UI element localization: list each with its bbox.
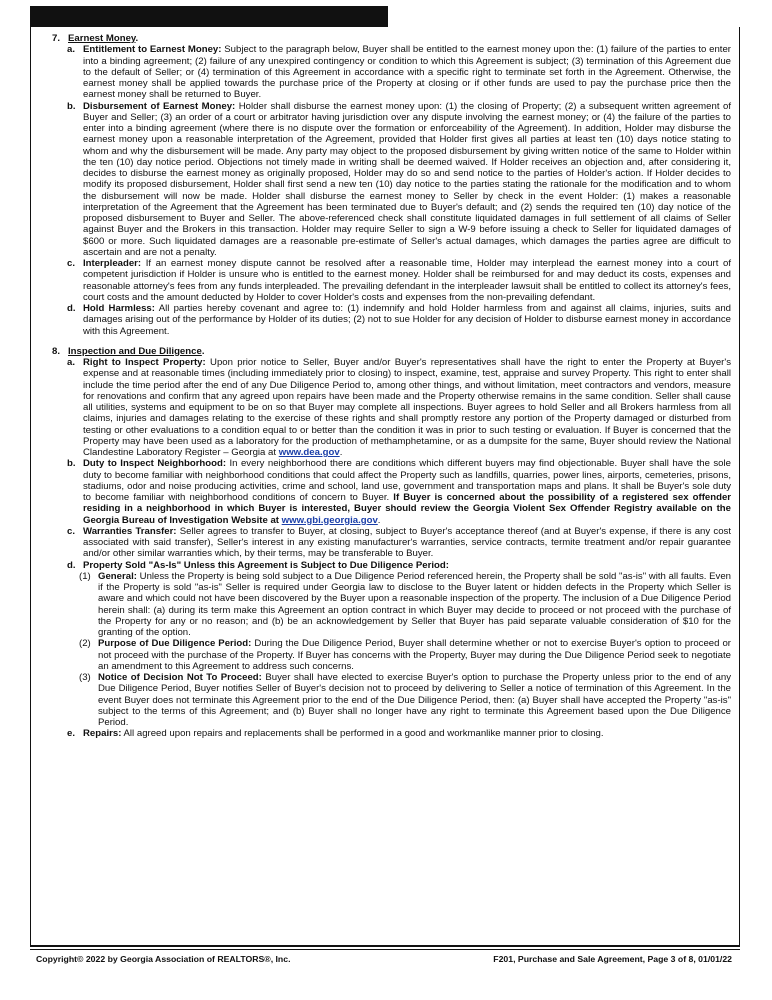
footer-copyright: Copyright© 2022 by Georgia Association of REALTORS®, Inc. <box>36 954 291 964</box>
clause-text: Seller agrees to transfer to Buyer, at closing, subject to Buyer's acceptance thereof (and at Buyer's expense, if there is any cost associated with said transfer), Seller's interest in any existing manufacturer's warranties, service contracts, termite treatment and/or repair guarantee and/or other similar warranties which, by their terms, may be transferable to Buyer. <box>83 525 732 560</box>
subclause-notice: (3) Notice of Decision Not To Proceed: Buyer shall have elected to exercise Buyer's option to purchase the Property unless prior to the end of any Due Diligence Period, Buyer notifies Seller of Buyer's decision not to proceed by delivering to Seller a notice of termination of this Agreement. In the event Buyer does not terminate this Agreement prior to the end of the Due Diligence Period, then: (a) Buyer shall have accepted the Property "as-is" subject to the terms of this Agreement; and (b) Buyer shall no longer have any right to terminate this Agreement based upon the Due Diligence Period. <box>79 672 731 728</box>
clause-neighborhood: b. Duty to Inspect Neighborhood: In every neighborhood there are conditions which different buyers may find objectionable. Buyer shall have the sole duty to become familiar with neighborhood conditions that could affect the Property such as landfills, quarries, power lines, airports, cemeteries, prisons, stadiums, odor and noise producing activities, crime and school, land use, government and transportation maps and plans. It shall be Buyer's sole duty to become familiar with neighborhood conditions of concern to Buyer. If Buyer is concerned about the possibility of a registered sex offender residing in a neighborhood in which Buyer is interested, Buyer should review the Georgia Violent Sex Offender Registry available on the Georgia Bureau of Investigation Website at www.gbi.georgia.gov. <box>67 458 732 526</box>
clause-text: Holder shall disburse the earnest money upon: (1) the closing of Property; (2) a subsequent written agreement of Buyer and Seller; (3) an order of a court or arbitrator having jurisdiction over any dispute involving the earnest money; or (4) the failure of the parties to enter into a binding agreement (where there is no dispute over the formation or enforceability of the Agreement). In addition, Holder may disburse the earnest money upon a reasonable interpretation of the Agreement, provided that Holder first gives all parties at least ten (10) days notice stating to whom and why the disbursement will be made. Any party may object to the proposed disbursement by giving written notice of the same to Holder within the ten (10) day notice period. Objections not timely made in writing shall be deemed waived. If Holder receives an objection and, after considering it, decides to disburse the earnest money as originally proposed, Holder may do so and send notice to the parties of Holder's action. If Holder decides to modify its proposed disbursement, Holder shall first send a new ten (10) day notice to the parties stating the rationale for the modification and to whom the disbursement will now be made. Holder shall disburse the earnest money to Seller by check in the event Holder: (1) makes a reasonable interpretation of the Agreement that the Agreement has been terminated due to Buyer's default; and (2) sends the required ten (10) day notice of the proposed disbursement to Buyer and Seller. The above-referenced check shall constitute liquidated damages in full settlement of all claims of Seller against Buyer and the Brokers in this transaction. Holder may require Seller to sign a W-9 before issuing a check to Seller for liquidated damages of $600 or more. Such liquidated damages are a reasonable pre-estimate of Seller's actual damages, which damages the parties agree are difficult to ascertain and are not a penalty. <box>83 100 731 258</box>
footer-rule <box>30 945 740 947</box>
clause-text: Subject to the paragraph below, Buyer shall be entitled to the earnest money upon the: (1) failure of the parties to enter into a binding agreement; (2) failure of any unexpired contingency or condition to which this Agreement is subject; (3) termination of this Agreement due to the default of Seller; or (4) termination of this Agreement in accordance with a specific right to terminate set forth in the Agreement. Otherwise, the earnest money shall be applied towards the purchase price of the Property at closing or if other funds are used to pay the purchase price then the earnest money shall be returned to Buyer. <box>83 44 731 101</box>
clause-heading: Repairs: <box>83 728 122 740</box>
section-title: 7. Earnest Money. <box>52 33 139 44</box>
clause-heading: Duty to Inspect Neighborhood: <box>83 458 227 470</box>
clause-text: All agreed upon repairs and replacements shall be performed in a good and workmanlike manner prior to closing. <box>123 728 604 740</box>
footer-rule-thin <box>30 949 740 950</box>
section-earnest-money <box>34 33 731 337</box>
clause-warranties: c. Warranties Transfer: Seller agrees to transfer to Buyer, at closing, subject to Buyer's acceptance thereof (and at Buyer's expense, if there is any cost associated with said transfer), Seller's interest in any existing manufacturer's warranties, service contracts, termite treatment and/or repair guarantee and/or other similar warranties which, by their terms, may be transferable to Buyer. <box>67 525 732 560</box>
clause-heading: Right to Inspect Property: <box>83 357 206 368</box>
clause-heading: Interpleader: <box>83 258 142 269</box>
clause-text: All parties hereby covenant and agree to: (1) indemnify and hold Holder harmless from and against all claims, injuries, suits and damages arising out of the performance by Holder of its duties; (2) not to sue Holder for any decision of Holder to disburse earnest money in accordance with this Agreement. <box>83 303 732 337</box>
redacted-header-bar <box>30 6 388 27</box>
clause-right-to-inspect: a. Right to Inspect Property: Upon prior notice to Seller, Buyer and/or Buyer's representatives shall have the right to enter the Property at Buyer's expense and at reasonable times (including immediately prior to closing) to inspect, examine, test, appraise and survey Property. This right to enter shall include the time period after the end of any Due Diligence Period to, among other things, and without limitation, meet contractors and vendors, measure for renovations and confirm that any agreed upon repairs have been made and the Property otherwise remains in the same condition. Seller shall cause all utilities, systems and equipment to be on so that Buyer may complete all inspections. Buyer agrees to hold Seller and all Brokers harmless from all claims, injuries and damages relating to the exercise of these rights and shall promptly restore any portion of the Property damaged or disturbed from testing or other evaluations to a condition equal to or better than the condition it was in prior to such testing or evaluation. If Buyer is concerned that the Property may have been used as a laboratory for the production of methamphetamine, or as a dumpsite for the same, Buyer should review the National Clandestine Laboratory Register – Georgia at www.dea.gov. <box>67 357 732 458</box>
gbi-link[interactable]: www.gbi.georgia.gov <box>281 514 378 526</box>
footer-form-id: F201, Purchase and Sale Agreement, Page 3 of 8, 01/01/22 <box>493 954 732 964</box>
clause-text: Upon prior notice to Seller, Buyer and/or Buyer's representatives shall have the right to enter the Property at Buyer's expense and at reasonable times (including immediately prior to closing) to inspect, examine, test, appraise and survey Property. This right to enter shall include the time period after the end of any Due Diligence Period to, among other things, and without limitation, meet contractors and vendors, measure for renovations and confirm that any agreed upon repairs have been made and the Property otherwise remains in the same condition. Seller shall cause all utilities, systems and equipment to be on so that Buyer may complete all inspections. Buyer agrees to hold Seller and all Brokers harmless from all claims, injuries and damages relating to the exercise of these rights and shall promptly restore any portion of the Property damaged or disturbed from testing or other evaluations to a condition equal to or better than the condition it was in prior to such testing or evaluation. If Buyer is concerned that the Property may have been used as a laboratory for the production of methamphetamine, or as a dumpsite for the same, Buyer should review the National Clandestine Laboratory Register – Georgia at <box>83 357 732 458</box>
clause-as-is: d. Property Sold "As-Is" Unless this Agreement is Subject to Due Diligence Period: <box>67 559 449 571</box>
clause-interpleader: c. Interpleader: If an earnest money dispute cannot be resolved after a reasonable time, Holder may interplead the earnest money into a court of competent jurisdiction if Holder is unsure who is entitled to the earnest money. Holder shall be reimbursed for and may deduct its costs, expenses and reasonable attorney's fees from any funds interpleaded. The prevailing defendant in the interpleader lawsuit shall be entitled to collect its attorney's fees, court costs and the amount deducted by Holder to cover Holder's costs and expenses from the non-prevailing defendant. <box>67 258 731 303</box>
clause-bold-text: If Buyer is concerned about the possibility of a registered sex offender residing in a neighborhood in which Buyer is interested, Buyer should review the Georgia Violent Sex Offender Registry available on the Georgia Bureau of Investigation Website at <box>83 492 732 526</box>
subclause-purpose: (2) Purpose of Due Diligence Period: During the Due Diligence Period, Buyer shall determine whether or not to exercise Buyer's option to proceed or not proceed with the purchase of the Property. If Buyer has concerns with the Property, Buyer may during the Due Diligence Period seek to negotiate an amendment to this Agreement to address such concerns. <box>79 638 732 672</box>
clause-text: If an earnest money dispute cannot be resolved after a reasonable time, Holder may interplead the earnest money into a court of competent jurisdiction if Holder is unsure who is entitled to the earnest money. Holder shall be reimbursed for and may deduct its costs, expenses and reasonable attorney's fees from any funds interpleaded. The prevailing defendant in the interpleader lawsuit shall be entitled to collect its attorney's fees, court costs and the amount deducted by Holder to cover Holder's costs and expenses from the non-prevailing defendant. <box>83 258 731 303</box>
clause-hold-harmless: d. Hold Harmless: All parties hereby covenant and agree to: (1) indemnify and hold Holder harmless from and against all claims, injuries, suits and damages arising out of the performance by Holder of its duties; (2) not to sue Holder for any decision of Holder to disburse earnest money in accordance with this Agreement. <box>67 303 732 337</box>
clause-entitlement: a. Entitlement to Earnest Money: Subject to the paragraph below, Buyer shall be entitled to the earnest money upon the: (1) failure of the parties to enter into a binding agreement; (2) failure of any unexpired contingency or condition to which this Agreement is subject; (3) termination of this Agreement due to the default of Seller; or (4) termination of this Agreement in accordance with a specific right to terminate set forth in the Agreement. Otherwise, the earnest money shall be applied towards the purchase price of the Property at closing or if other funds are used to pay the purchase price then the earnest money shall be returned to Buyer. <box>67 44 731 101</box>
clause-disbursement: b. Disbursement of Earnest Money: Holder shall disburse the earnest money upon: (1) the closing of Property; (2) a subsequent written agreement of Buyer and Seller; (3) an order of a court or arbitrator having jurisdiction over any dispute involving the earnest money; or (4) the failure of the parties to enter into a binding agreement (where there is no dispute over the formation or enforceability of the Agreement). In addition, Holder may disburse the earnest money upon a reasonable interpretation of the Agreement, provided that Holder first gives all parties at least ten (10) days notice stating to whom and why the disbursement will be made. Any party may object to the proposed disbursement by giving written notice of the same to Holder within the ten (10) day notice period. Objections not timely made in writing shall be deemed waived. If Holder receives an objection and, after considering it, decides to disburse the earnest money as originally proposed, Holder may do so and send notice to the parties of Holder's action. If Holder decides to modify its proposed disbursement, Holder shall first send a new ten (10) day notice to the parties stating the rationale for the modification and to whom the disbursement will now be made. Holder shall disburse the earnest money to Seller by check in the event Holder: (1) makes a reasonable interpretation of the Agreement that the Agreement has been terminated due to Buyer's default; and (2) sends the required ten (10) day notice of the proposed disbursement to Buyer and Seller. The above-referenced check shall constitute liquidated damages in full settlement of all claims of Seller against Buyer and the Brokers in this transaction. Holder may require Seller to sign a W-9 before issuing a check to Seller for liquidated damages of $600 or more. Such liquidated damages are a reasonable pre-estimate of Seller's actual damages, which damages the parties agree are difficult to ascertain and are not a penalty. <box>67 100 731 258</box>
clause-repairs: e. Repairs: All agreed upon repairs and replacements shall be performed in a good and workmanlike manner prior to closing. <box>67 728 604 740</box>
section-inspection <box>34 346 731 740</box>
section-title: 8. Inspection and Due Diligence. <box>52 345 205 357</box>
clause-heading: Disbursement of Earnest Money: <box>83 100 236 112</box>
subclause-general: (1) General: Unless the Property is being sold subject to a Due Diligence Period referenced herein, the Property shall be sold "as-is" with all faults. Even if the Property is sold "as-is" Seller is required under Georgia law to disclose to the Buyer latent or hidden defects in the Property which Seller is aware and which could not have been discovered by the Buyer upon a reasonable inspection of the property. The inclusion of a Due Diligence Period herein shall: (a) during its term make this Agreement an option contract in which Buyer may decide to proceed or not proceed with the purchase of the Property for any or no reason; and (b) be an acknowledgement by Seller that Buyer has paid separate valuable consideration of $10 for the granting of the option. <box>79 570 731 638</box>
clause-heading: Property Sold "As-Is" Unless this Agreement is Subject to Due Diligence Period: <box>83 559 449 571</box>
dea-link[interactable]: www.dea.gov <box>278 447 340 458</box>
clause-heading: Entitlement to Earnest Money: <box>83 44 222 56</box>
clause-text: In every neighborhood there are conditions which different buyers may find objectionable. Buyer shall have the sole duty to become familiar with neighborhood conditions that could affect the Property such as landfills, quarries, power lines, airports, cemeteries, prisons, stadiums, odor and noise producing activities, crime and school, land use, government and transportation maps and plans. It shall be Buyer's sole duty to become familiar with neighborhood conditions of concern to Buyer. <box>83 458 731 503</box>
clause-heading: Warranties Transfer: <box>83 525 177 537</box>
clause-heading: Hold Harmless: <box>83 303 155 314</box>
document-body <box>34 33 731 740</box>
